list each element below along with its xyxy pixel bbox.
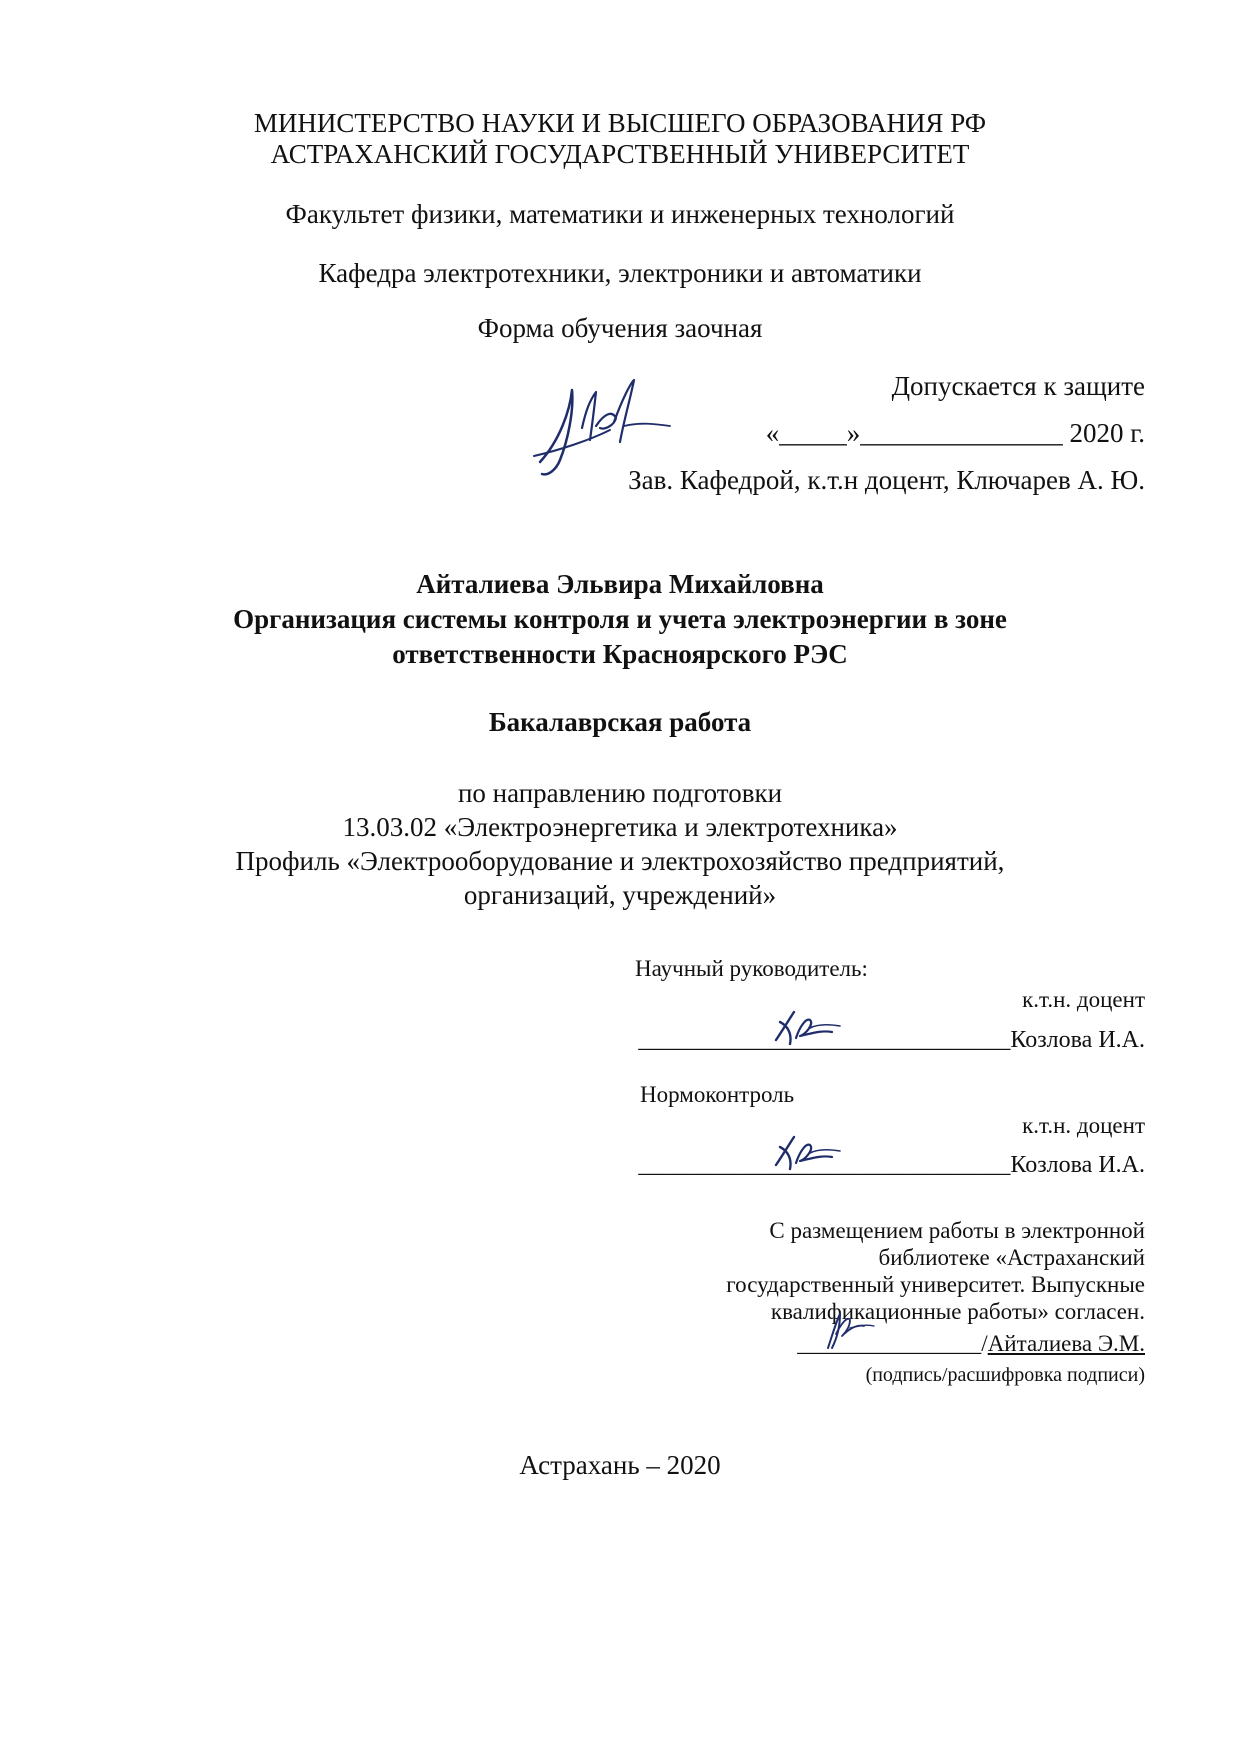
- direction-line-2: 13.03.02 «Электроэнергетика и электротехника»: [342, 812, 898, 842]
- consent-line-1: С размещением работы в электронной: [769, 1218, 1145, 1243]
- study-form-line: Форма обучения заочная: [477, 313, 763, 343]
- normcontrol-degree: к.т.н. доцент: [1022, 1113, 1145, 1138]
- normcontrol-signature: [770, 1133, 850, 1178]
- university-line: АСТРАХАНСКИЙ ГОСУДАРСТВЕННЫЙ УНИВЕРСИТЕТ: [270, 139, 970, 169]
- department-line: Кафедра электротехники, электроники и автоматики: [318, 258, 922, 288]
- supervisor-label: Научный руководитель:: [635, 956, 868, 981]
- consent-signer-name: Айталиева Э.М.: [987, 1331, 1145, 1356]
- author-name: Айталиева Эльвира Михайловна: [416, 569, 824, 599]
- approval-date-line: «_____»_______________ 2020 г.: [765, 418, 1145, 448]
- direction-line-3: Профиль «Электрооборудование и электрохозяйство предприятий,: [235, 846, 1005, 876]
- student-signature: [820, 1308, 880, 1352]
- consent-signature-blank: ________________/: [797, 1331, 988, 1356]
- normcontrol-label: Нормоконтроль: [640, 1082, 795, 1107]
- topic-line-2: ответственности Красноярского РЭС: [392, 639, 848, 669]
- city-year: Астрахань – 2020: [519, 1450, 721, 1480]
- supervisor-degree: к.т.н. доцент: [1022, 987, 1145, 1012]
- consent-line-3: государственный университет. Выпускные: [726, 1272, 1145, 1297]
- direction-line-4: организаций, учреждений»: [463, 880, 777, 910]
- signature-caption: (подпись/расшифровка подписи): [865, 1364, 1145, 1386]
- admitted-label: Допускается к защите: [891, 371, 1145, 401]
- ministry-line: МИНИСТЕРСТВО НАУКИ И ВЫСШЕГО ОБРАЗОВАНИЯ РФ: [253, 108, 987, 138]
- consent-line-2: библиотеке «Астраханский: [878, 1245, 1145, 1270]
- topic-line-1: Организация системы контроля и учета электроэнергии в зоне: [233, 604, 1007, 634]
- direction-line-1: по направлению подготовки: [457, 778, 783, 808]
- consent-line-4: квалификационные работы» согласен.: [770, 1299, 1145, 1324]
- work-type: Бакалаврская работа: [488, 707, 752, 737]
- supervisor-signature-line: _______________________________Козлова И.А.: [638, 1027, 1145, 1053]
- supervisor-signature: [770, 1008, 850, 1053]
- department-head-line: Зав. Кафедрой, к.т.н доцент, Ключарев А. Ю.: [628, 465, 1145, 495]
- head-signature: [530, 370, 700, 490]
- faculty-line: Факультет физики, математики и инженерных технологий: [285, 199, 955, 229]
- normcontrol-signature-line: _______________________________Козлова И.А.: [638, 1152, 1145, 1178]
